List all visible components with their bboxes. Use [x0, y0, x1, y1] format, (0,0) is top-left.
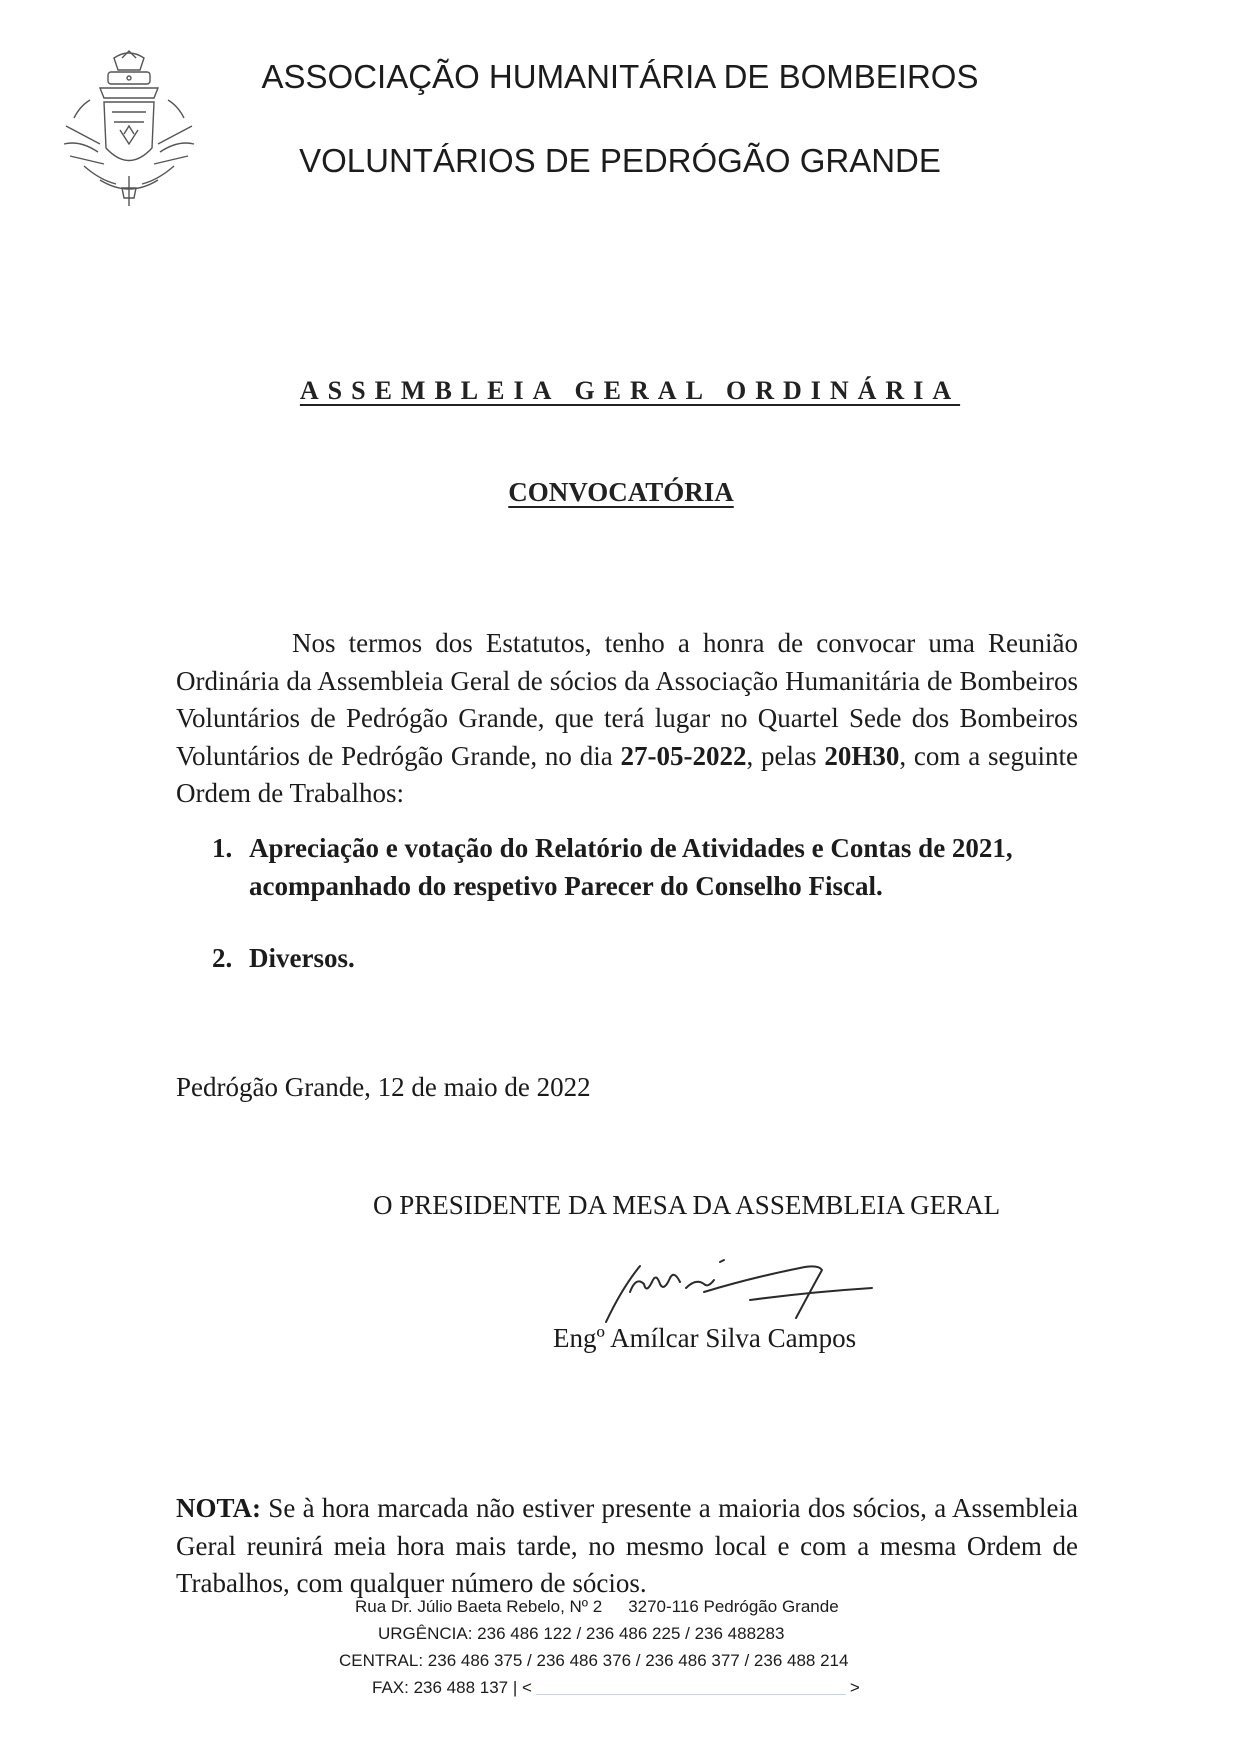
meeting-time: 20H30: [824, 740, 900, 771]
signatory-name: Engº Amílcar Silva Campos: [553, 1323, 857, 1353]
body-paragraph: [176, 625, 1078, 813]
body-text-start: Nos termos dos Estatutos, tenho a honra de convocar uma Reunião Ordinária da Assembleia Geral de sócios da Associação Humanitária de Bombeiros Voluntários de Pedrógão Grande, que terá lugar no Quartel Sede dos Bombeiros Voluntários de Pedrógão Grande, no dia: [176, 628, 1078, 771]
handwritten-signature: [600, 1248, 875, 1328]
notice-title-text: CONVOCATÓRIA: [508, 477, 734, 507]
footer-redacted-email: [536, 1694, 846, 1695]
agenda-item-number: 1.: [212, 833, 233, 863]
fire-brigade-crest-icon: [60, 48, 198, 208]
organization-name-line-1: ASSOCIAÇÃO HUMANITÁRIA DE BOMBEIROS: [261, 58, 979, 95]
president-title: O PRESIDENTE DA MESA DA ASSEMBLEIA GERAL: [373, 1190, 1001, 1220]
note-label: NOTA:: [176, 1493, 261, 1523]
footer-fax: [372, 1678, 860, 1698]
meeting-date: 27-05-2022: [620, 740, 747, 771]
footer-address: [355, 1597, 839, 1617]
notice-title: [0, 477, 1242, 508]
agenda-item: [212, 940, 1082, 980]
place-and-date: Pedrógão Grande, 12 de maio de 2022: [176, 1072, 591, 1102]
body-text-mid: , pelas: [746, 740, 825, 771]
agenda-item-text: Apreciação e votação do Relatório de Atividades e Contas de 2021, acompanhado do respetivo Parecer do Conselho Fiscal.: [249, 833, 1013, 901]
agenda-item-number: 2.: [212, 943, 233, 973]
assembly-title: [0, 376, 1242, 406]
footer-central-phones: CENTRAL: 236 486 375 / 236 486 376 / 236 486 377 / 236 488 214: [339, 1651, 849, 1670]
footer-street: Rua Dr. Júlio Baeta Rebelo, Nº 2: [355, 1597, 603, 1616]
footer-fax-end: >: [849, 1678, 860, 1697]
note-paragraph: [176, 1490, 1078, 1603]
assembly-title-text: ASSEMBLEIA GERAL ORDINÁRIA: [299, 376, 961, 405]
body-text-end: , com a seguinte Ordem de Trabalhos:: [176, 740, 1078, 808]
agenda-item-text: Diversos.: [249, 943, 355, 973]
note-text: Se à hora marcada não estiver presente a maioria dos sócios, a Assembleia Geral reunirá meia hora mais tarde, no mesmo local e com a mesma Ordem de Trabalhos, com qualquer número de sócios.: [176, 1493, 1078, 1598]
footer-urgency-phones: URGÊNCIA: 236 486 122 / 236 486 225 / 236 488283: [378, 1624, 785, 1643]
agenda-item: [212, 830, 1082, 906]
footer-postal-code: 3270-116 Pedrógão Grande: [628, 1597, 839, 1616]
organization-name-line-2: VOLUNTÁRIOS DE PEDRÓGÃO GRANDE: [299, 142, 941, 179]
footer-fax-text: FAX: 236 488 137 | <: [372, 1678, 532, 1697]
